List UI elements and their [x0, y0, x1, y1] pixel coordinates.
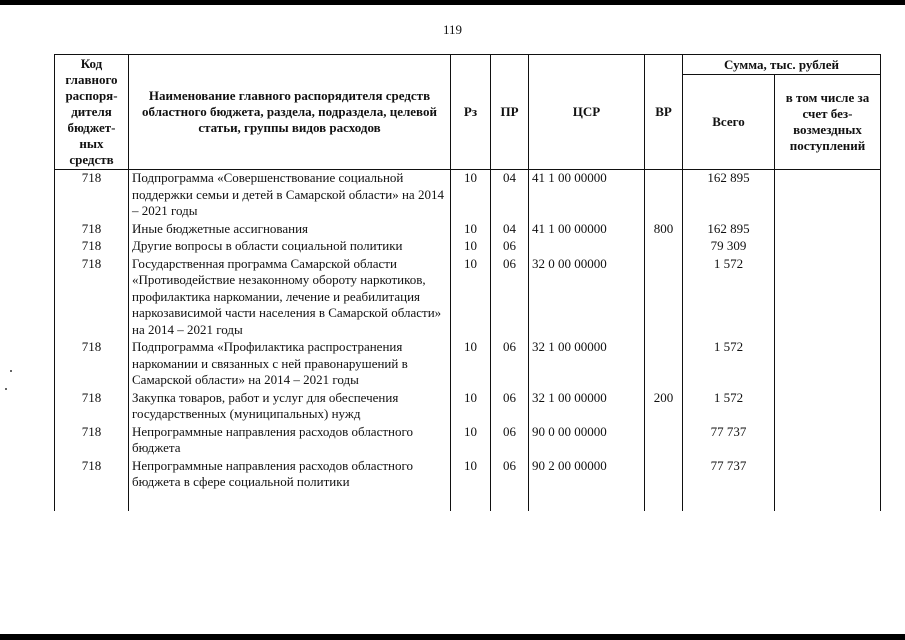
- table-row: [55, 424, 881, 458]
- cell-free: [775, 390, 881, 424]
- cell-name: Иные бюджетные ассигнования: [129, 221, 451, 239]
- cell-name: Другие вопросы в области социальной политики: [129, 238, 451, 256]
- header-code: Код главного распоря-дителя бюджет-ных средств: [55, 55, 129, 170]
- cell-free: [775, 458, 881, 511]
- cell-total: 162 895: [683, 170, 775, 221]
- budget-table: [54, 54, 881, 511]
- cell-free: [775, 238, 881, 256]
- scan-speck: [10, 370, 12, 372]
- scan-bottom-border: [0, 634, 905, 640]
- cell-vr: [645, 339, 683, 390]
- cell-pr: 06: [491, 458, 529, 511]
- cell-code: 718: [55, 390, 129, 424]
- cell-total: 1 572: [683, 339, 775, 390]
- cell-free: [775, 170, 881, 221]
- cell-csr: 32 1 00 00000: [529, 339, 645, 390]
- table-header: [55, 55, 881, 170]
- table-row: [55, 390, 881, 424]
- cell-code: 718: [55, 221, 129, 239]
- header-vr: ВР: [645, 55, 683, 170]
- cell-rz: 10: [451, 221, 491, 239]
- cell-free: [775, 221, 881, 239]
- cell-code: 718: [55, 424, 129, 458]
- table-row: [55, 170, 881, 221]
- cell-rz: 10: [451, 424, 491, 458]
- header-total: Всего: [683, 75, 775, 170]
- cell-pr: 06: [491, 256, 529, 340]
- cell-rz: 10: [451, 390, 491, 424]
- cell-name: Закупка товаров, работ и услуг для обеспечения государственных (муниципальных) нужд: [129, 390, 451, 424]
- cell-vr: 200: [645, 390, 683, 424]
- table-body: [55, 170, 881, 511]
- cell-pr: 06: [491, 339, 529, 390]
- cell-free: [775, 256, 881, 340]
- header-csr: ЦСР: [529, 55, 645, 170]
- cell-csr: 32 1 00 00000: [529, 390, 645, 424]
- cell-csr: 41 1 00 00000: [529, 221, 645, 239]
- cell-total: 79 309: [683, 238, 775, 256]
- cell-vr: 800: [645, 221, 683, 239]
- cell-vr: [645, 170, 683, 221]
- cell-rz: 10: [451, 458, 491, 511]
- cell-pr: 04: [491, 221, 529, 239]
- cell-total: 1 572: [683, 256, 775, 340]
- table-row: [55, 238, 881, 256]
- cell-total: 77 737: [683, 458, 775, 511]
- header-sum: Сумма, тыс. рублей: [683, 55, 881, 75]
- cell-free: [775, 424, 881, 458]
- cell-code: 718: [55, 238, 129, 256]
- cell-total: 162 895: [683, 221, 775, 239]
- table-row: [55, 256, 881, 340]
- cell-free: [775, 339, 881, 390]
- cell-vr: [645, 238, 683, 256]
- cell-total: 77 737: [683, 424, 775, 458]
- cell-code: 718: [55, 339, 129, 390]
- cell-csr: [529, 238, 645, 256]
- cell-csr: 90 2 00 00000: [529, 458, 645, 511]
- header-rz: Рз: [451, 55, 491, 170]
- cell-csr: 41 1 00 00000: [529, 170, 645, 221]
- cell-name: Подпрограмма «Профилактика распространения наркомании и связанных с ней правонарушений в Самарской области» на 2014 – 2021 годы: [129, 339, 451, 390]
- table-row: [55, 221, 881, 239]
- cell-vr: [645, 424, 683, 458]
- cell-name: Подпрограмма «Совершенствование социальной поддержки семьи и детей в Самарской области» на 2014 – 2021 годы: [129, 170, 451, 221]
- scan-top-border: [0, 0, 905, 5]
- cell-name: Непрограммные направления расходов областного бюджета: [129, 424, 451, 458]
- cell-code: 718: [55, 256, 129, 340]
- cell-csr: 90 0 00 00000: [529, 424, 645, 458]
- cell-name: Непрограммные направления расходов областного бюджета в сфере социальной политики: [129, 458, 451, 511]
- cell-rz: 10: [451, 170, 491, 221]
- cell-code: 718: [55, 170, 129, 221]
- cell-name: Государственная программа Самарской области «Противодействие незаконному обороту наркотиков, профилактика наркомании, лечение и реабилитация наркозависимой части населения в Самарской области» на 2014 – 2021 годы: [129, 256, 451, 340]
- cell-csr: 32 0 00 00000: [529, 256, 645, 340]
- cell-vr: [645, 458, 683, 511]
- cell-total: 1 572: [683, 390, 775, 424]
- table-row: [55, 339, 881, 390]
- scan-speck: [5, 388, 7, 390]
- header-pr: ПР: [491, 55, 529, 170]
- cell-pr: 06: [491, 424, 529, 458]
- cell-rz: 10: [451, 256, 491, 340]
- cell-pr: 04: [491, 170, 529, 221]
- cell-code: 718: [55, 458, 129, 511]
- header-free: в том числе за счет без-возмездных поступлений: [775, 75, 881, 170]
- table-row: [55, 458, 881, 511]
- cell-pr: 06: [491, 390, 529, 424]
- header-name: Наименование главного распорядителя средств областного бюджета, раздела, подраздела, целевой статьи, группы видов расходов: [129, 55, 451, 170]
- cell-rz: 10: [451, 238, 491, 256]
- cell-vr: [645, 256, 683, 340]
- page-number: 119: [442, 22, 463, 37]
- cell-pr: 06: [491, 238, 529, 256]
- cell-rz: 10: [451, 339, 491, 390]
